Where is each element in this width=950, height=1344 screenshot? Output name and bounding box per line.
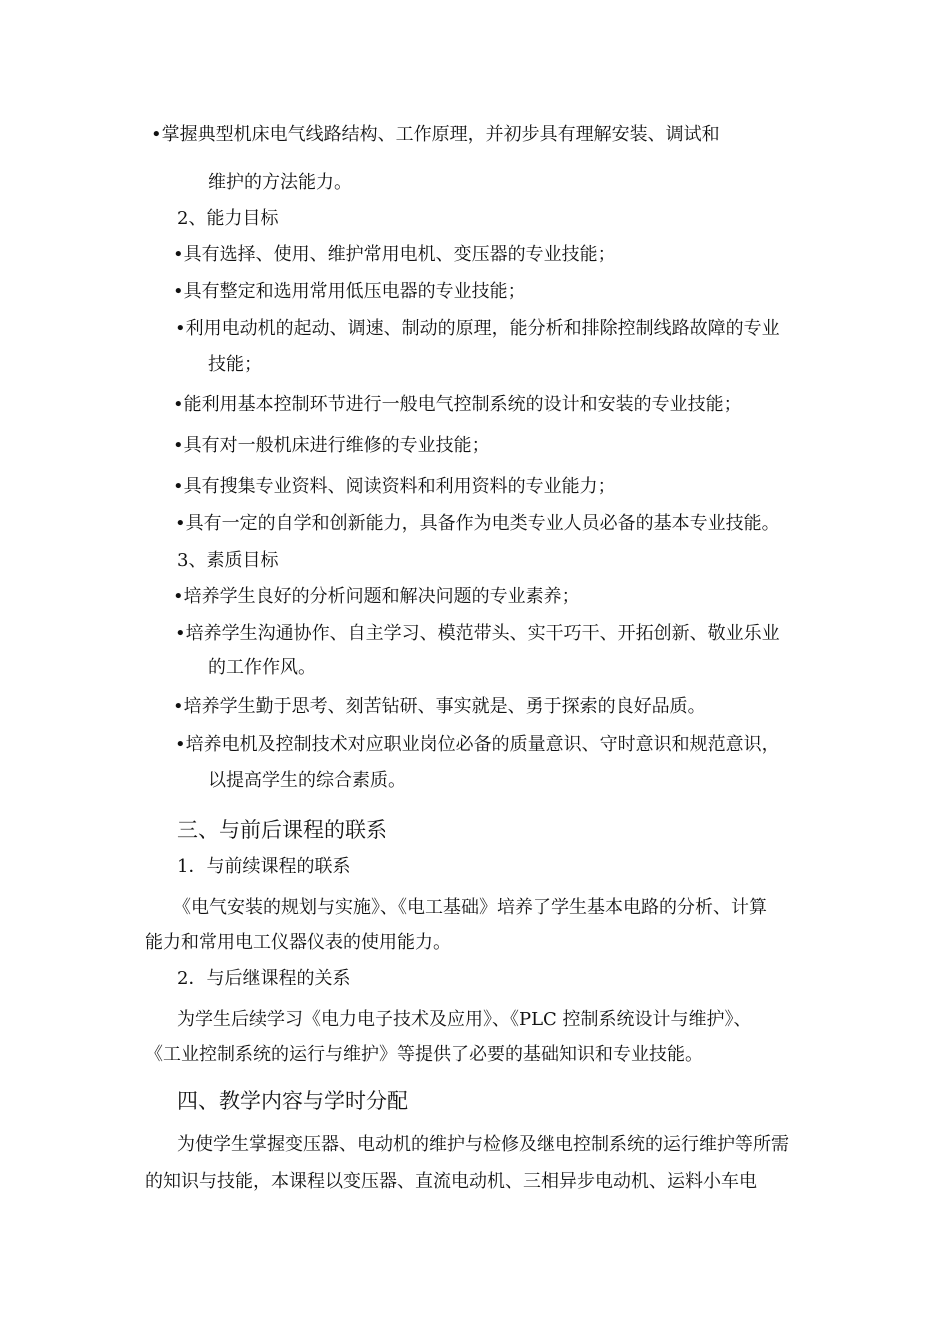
text-line: 《电气安装的规划与实施》、《电工基础》培养了学生基本电路的分析、计算 (173, 897, 767, 918)
section-heading: 四、教学内容与学时分配 (177, 1089, 408, 1113)
text-line: 《工业控制系统的运行与维护》等提供了必要的基础知识和专业技能。 (145, 1044, 703, 1065)
text-line: •具有搜集专业资料、阅读资料和利用资料的专业能力； (173, 476, 616, 497)
text-line: •具有一定的自学和创新能力，具备作为电类专业人员必备的基本专业技能。 (175, 513, 780, 534)
text-line: 维护的方法能力。 (208, 172, 352, 193)
text-line: •具有对一般机床进行维修的专业技能； (173, 435, 490, 456)
text-line: 的工作作风。 (208, 657, 316, 678)
text-line: 2、能力目标 (177, 208, 279, 229)
text-line: •具有选择、使用、维护常用电机、变压器的专业技能； (173, 244, 616, 265)
text-line: •能利用基本控制环节进行一般电气控制系统的设计和安装的专业技能； (173, 394, 742, 415)
text-line: 3、素质目标 (177, 550, 279, 571)
text-line: •培养电机及控制技术对应职业岗位必备的质量意识、守时意识和规范意识， (175, 734, 780, 755)
text-line: •培养学生良好的分析问题和解决问题的专业素养； (173, 586, 580, 607)
text-line: 为使学生掌握变压器、电动机的维护与检修及继电控制系统的运行维护等所需 (177, 1134, 789, 1155)
text-line: 1．与前续课程的联系 (177, 856, 351, 877)
text-line: 以提高学生的综合素质。 (208, 770, 406, 791)
text-line: •具有整定和选用常用低压电器的专业技能； (173, 281, 526, 302)
text-line: 为学生后续学习《电力电子技术及应用》、《PLC 控制系统设计与维护》、 (177, 1009, 752, 1030)
text-line: •培养学生勤于思考、刻苦钻研、事实就是、勇于探索的良好品质。 (173, 696, 706, 717)
text-line: 2．与后继课程的关系 (177, 968, 351, 989)
text-line: •培养学生沟通协作、自主学习、模范带头、实干巧干、开拓创新、敬业乐业 (175, 623, 780, 644)
text-line: •利用电动机的起动、调速、制动的原理，能分析和排除控制线路故障的专业 (175, 318, 780, 339)
text-line: •掌握典型机床电气线路结构、工作原理，并初步具有理解安装、调试和 (151, 124, 720, 145)
text-line: 能力和常用电工仪器仪表的使用能力。 (145, 932, 451, 953)
text-line: 的知识与技能，本课程以变压器、直流电动机、三相异步电动机、运料小车电 (145, 1171, 757, 1192)
text-line: 技能； (208, 354, 262, 375)
section-heading: 三、与前后课程的联系 (177, 818, 387, 842)
